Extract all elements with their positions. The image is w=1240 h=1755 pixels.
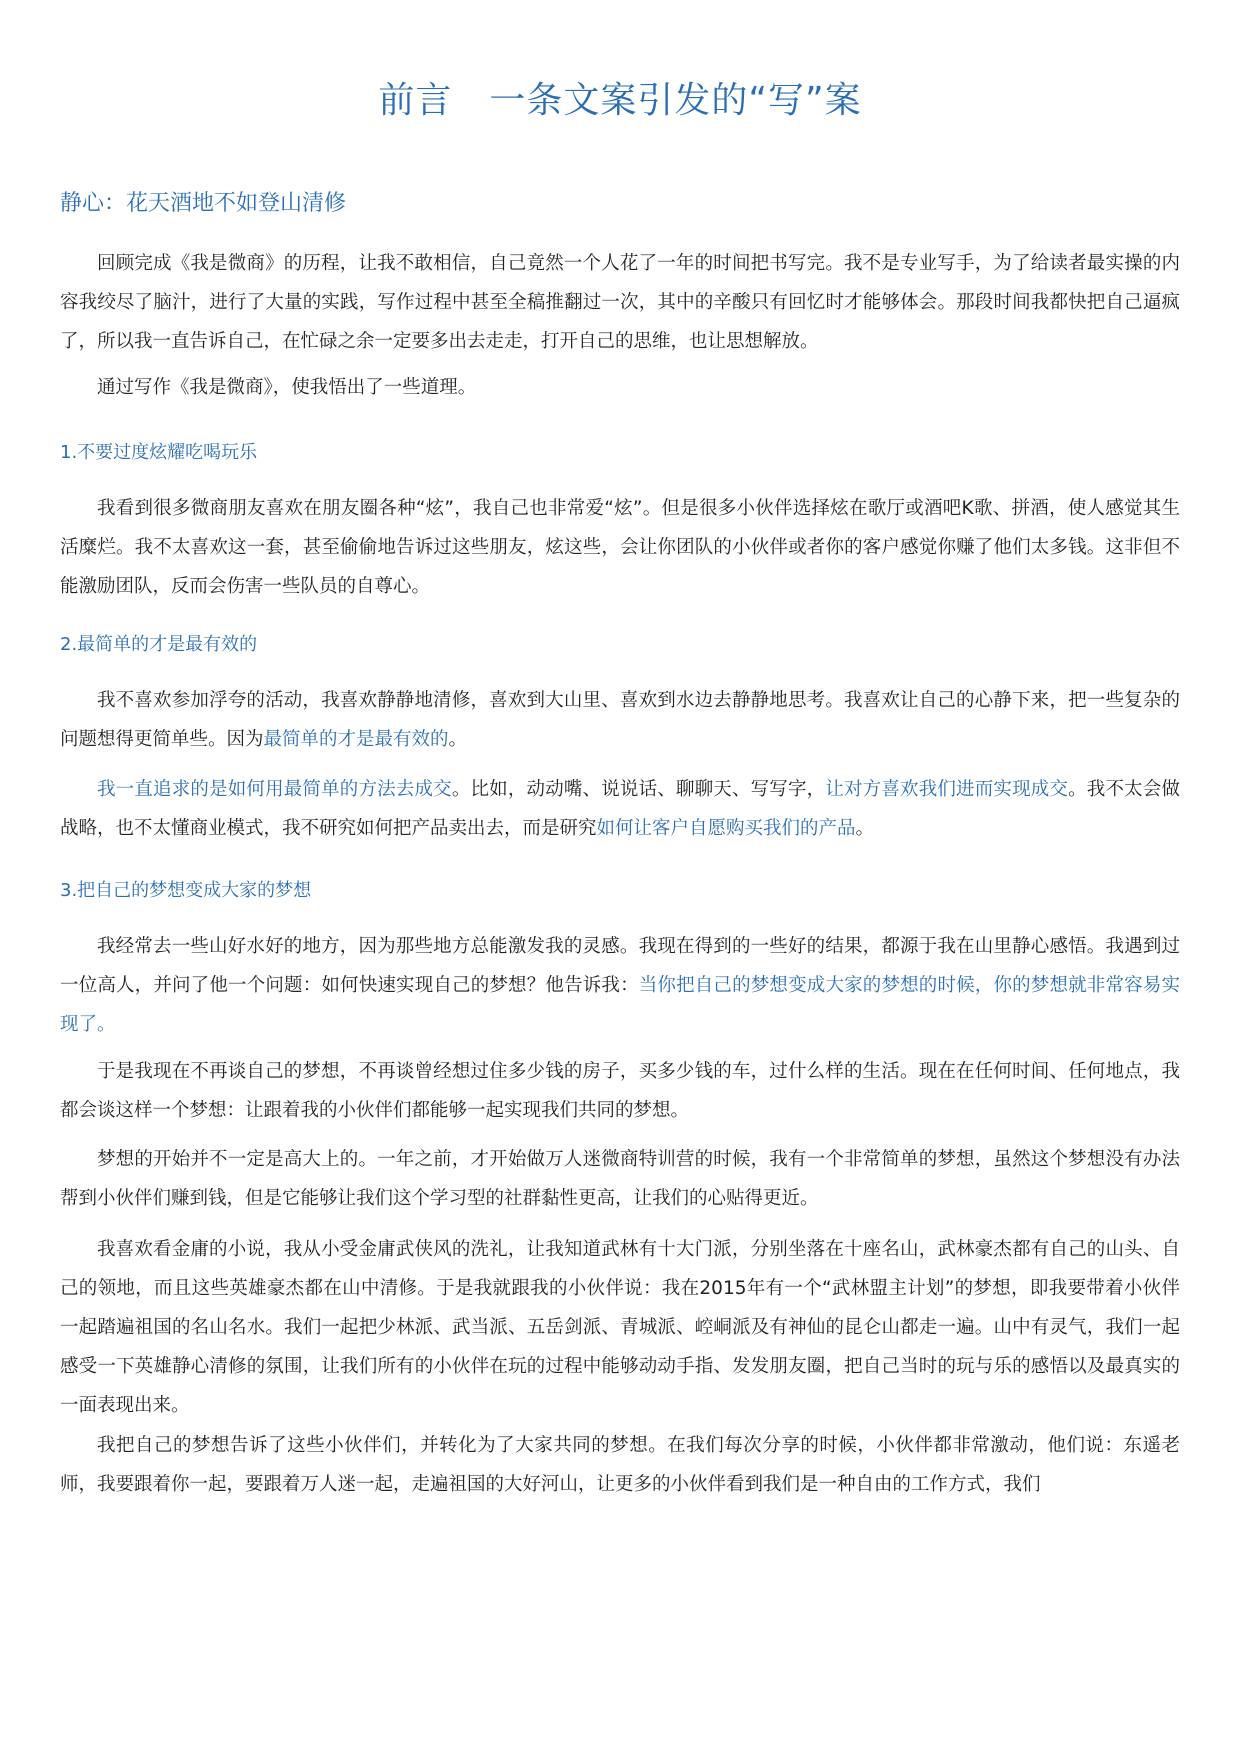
point-1-paragraph: 我看到很多微商朋友喜欢在朋友圈各种“炫”，我自己也非常爱“炫”。但是很多小伙伴选择炫在歌厅或酒吧K歌、拼酒，使人感觉其生活糜烂。我不太喜欢这一套，甚至偷偷地告诉过这些朋友，炫这些，会让你团队的小伙伴或者你的客户感觉你赚了他们太多钱。这非但不能激励团队，反而会伤害一些队员的自尊心。 bbox=[60, 498, 1180, 597]
text-run: 。我不太会做战略，也不太懂商业模式，我不研究如何把产品卖出去，而是研究 bbox=[60, 779, 1180, 839]
point-1-heading: 1.不要过度炫耀吃喝玩乐 bbox=[60, 442, 258, 463]
point-3-paragraph-3: 梦想的开始并不一定是高大上的。一年之前，才开始做万人迷微商特训营的时候，我有一个非常简单的梦想，虽然这个梦想没有办法帮到小伙伴们赚到钱，但是它能够让我们这个学习型的社群黏性更高，让我们的心贴得更近。 bbox=[60, 1149, 1180, 1209]
page-title: 前言 一条文案引发的“写”案 bbox=[378, 80, 862, 121]
point-2-paragraph-2 bbox=[60, 770, 1180, 848]
text-run: 我不喜欢参加浮夸的活动，我喜欢静静地清修，喜欢到大山里、喜欢到水边去静静地思考。我喜欢让自己的心静下来，把一些复杂的问题想得更简单些。因为 bbox=[60, 690, 1180, 750]
point-3-heading: 3.把自己的梦想变成大家的梦想 bbox=[60, 880, 312, 901]
highlight-text: 当你把自己的梦想变成大家的梦想的时候，你的梦想就非常容易实现了。 bbox=[60, 975, 1180, 1035]
point-3-paragraph-1 bbox=[60, 927, 1180, 1044]
point-3-paragraph-5: 我把自己的梦想告诉了这些小伙伴们，并转化为了大家共同的梦想。在我们每次分享的时候，小伙伴都非常激动，他们说：东遥老师，我要跟着你一起，要跟着万人迷一起，走遍祖国的大好河山，让更多的小伙伴看到我们是一种自由的工作方式，我们 bbox=[60, 1435, 1180, 1495]
highlight-text: 如何让客户自愿购买我们的产品 bbox=[596, 818, 856, 839]
text-run: 。 bbox=[448, 729, 468, 750]
text-run: 我经常去一些山好水好的地方，因为那些地方总能激发我的灵感。我现在得到的一些好的结果，都源于我在山里静心感悟。我遇到过一位高人，并问了他一个问题：如何快速实现自己的梦想？他告诉我： bbox=[60, 936, 1180, 996]
point-3-paragraph-2: 于是我现在不再谈自己的梦想，不再谈曾经想过住多少钱的房子，买多少钱的车，过什么样的生活。现在在任何时间、任何地点，我都会谈这样一个梦想：让跟着我的小伙伴们都能够一起实现我们共同的梦想。 bbox=[60, 1061, 1180, 1121]
intro-paragraph-1: 回顾完成《我是微商》的历程，让我不敢相信，自己竟然一个人花了一年的时间把书写完。我不是专业写手，为了给读者最实操的内容我绞尽了脑汁，进行了大量的实践，写作过程中甚至全稿推翻过一次，其中的辛酸只有回忆时才能够体会。那段时间我都快把自己逼疯了，所以我一直告诉自己，在忙碌之余一定要多出去走走，打开自己的思维，也让思想解放。 bbox=[60, 253, 1180, 352]
section-heading: 静心：花天酒地不如登山清修 bbox=[60, 191, 347, 216]
highlight-text: 最简单的才是最有效的 bbox=[263, 729, 449, 750]
highlight-text: 让对方喜欢我们进而实现成交 bbox=[825, 779, 1069, 800]
text-run: 。 bbox=[855, 818, 875, 839]
intro-paragraph-2: 通过写作《我是微商》，使我悟出了一些道理。 bbox=[97, 377, 477, 398]
point-2-paragraph-1 bbox=[60, 681, 1180, 759]
text-run: 。比如，动动嘴、说说话、聊聊天、写写字， bbox=[451, 779, 826, 800]
point-3-paragraph-4: 我喜欢看金庸的小说，我从小受金庸武侠风的洗礼，让我知道武林有十大门派，分别坐落在十座名山，武林豪杰都有自己的山头、自己的领地，而且这些英雄豪杰都在山中清修。于是我就跟我的小伙伴说：我在2015年有一个“武林盟主计划”的梦想，即我要带着小伙伴一起踏遍祖国的名山名水。我们一起把少林派、武当派、五岳剑派、青城派、崆峒派及有神仙的昆仑山都走一遍。山中有灵气，我们一起感受一下英雄静心清修的氛围，让我们所有的小伙伴在玩的过程中能够动动手指、发发朋友圈，把自己当时的玩与乐的感悟以及最真实的一面表现出来。 bbox=[60, 1239, 1180, 1416]
point-2-heading: 2.最简单的才是最有效的 bbox=[60, 634, 258, 655]
highlight-text: 我一直追求的是如何用最简单的方法去成交 bbox=[97, 779, 452, 800]
